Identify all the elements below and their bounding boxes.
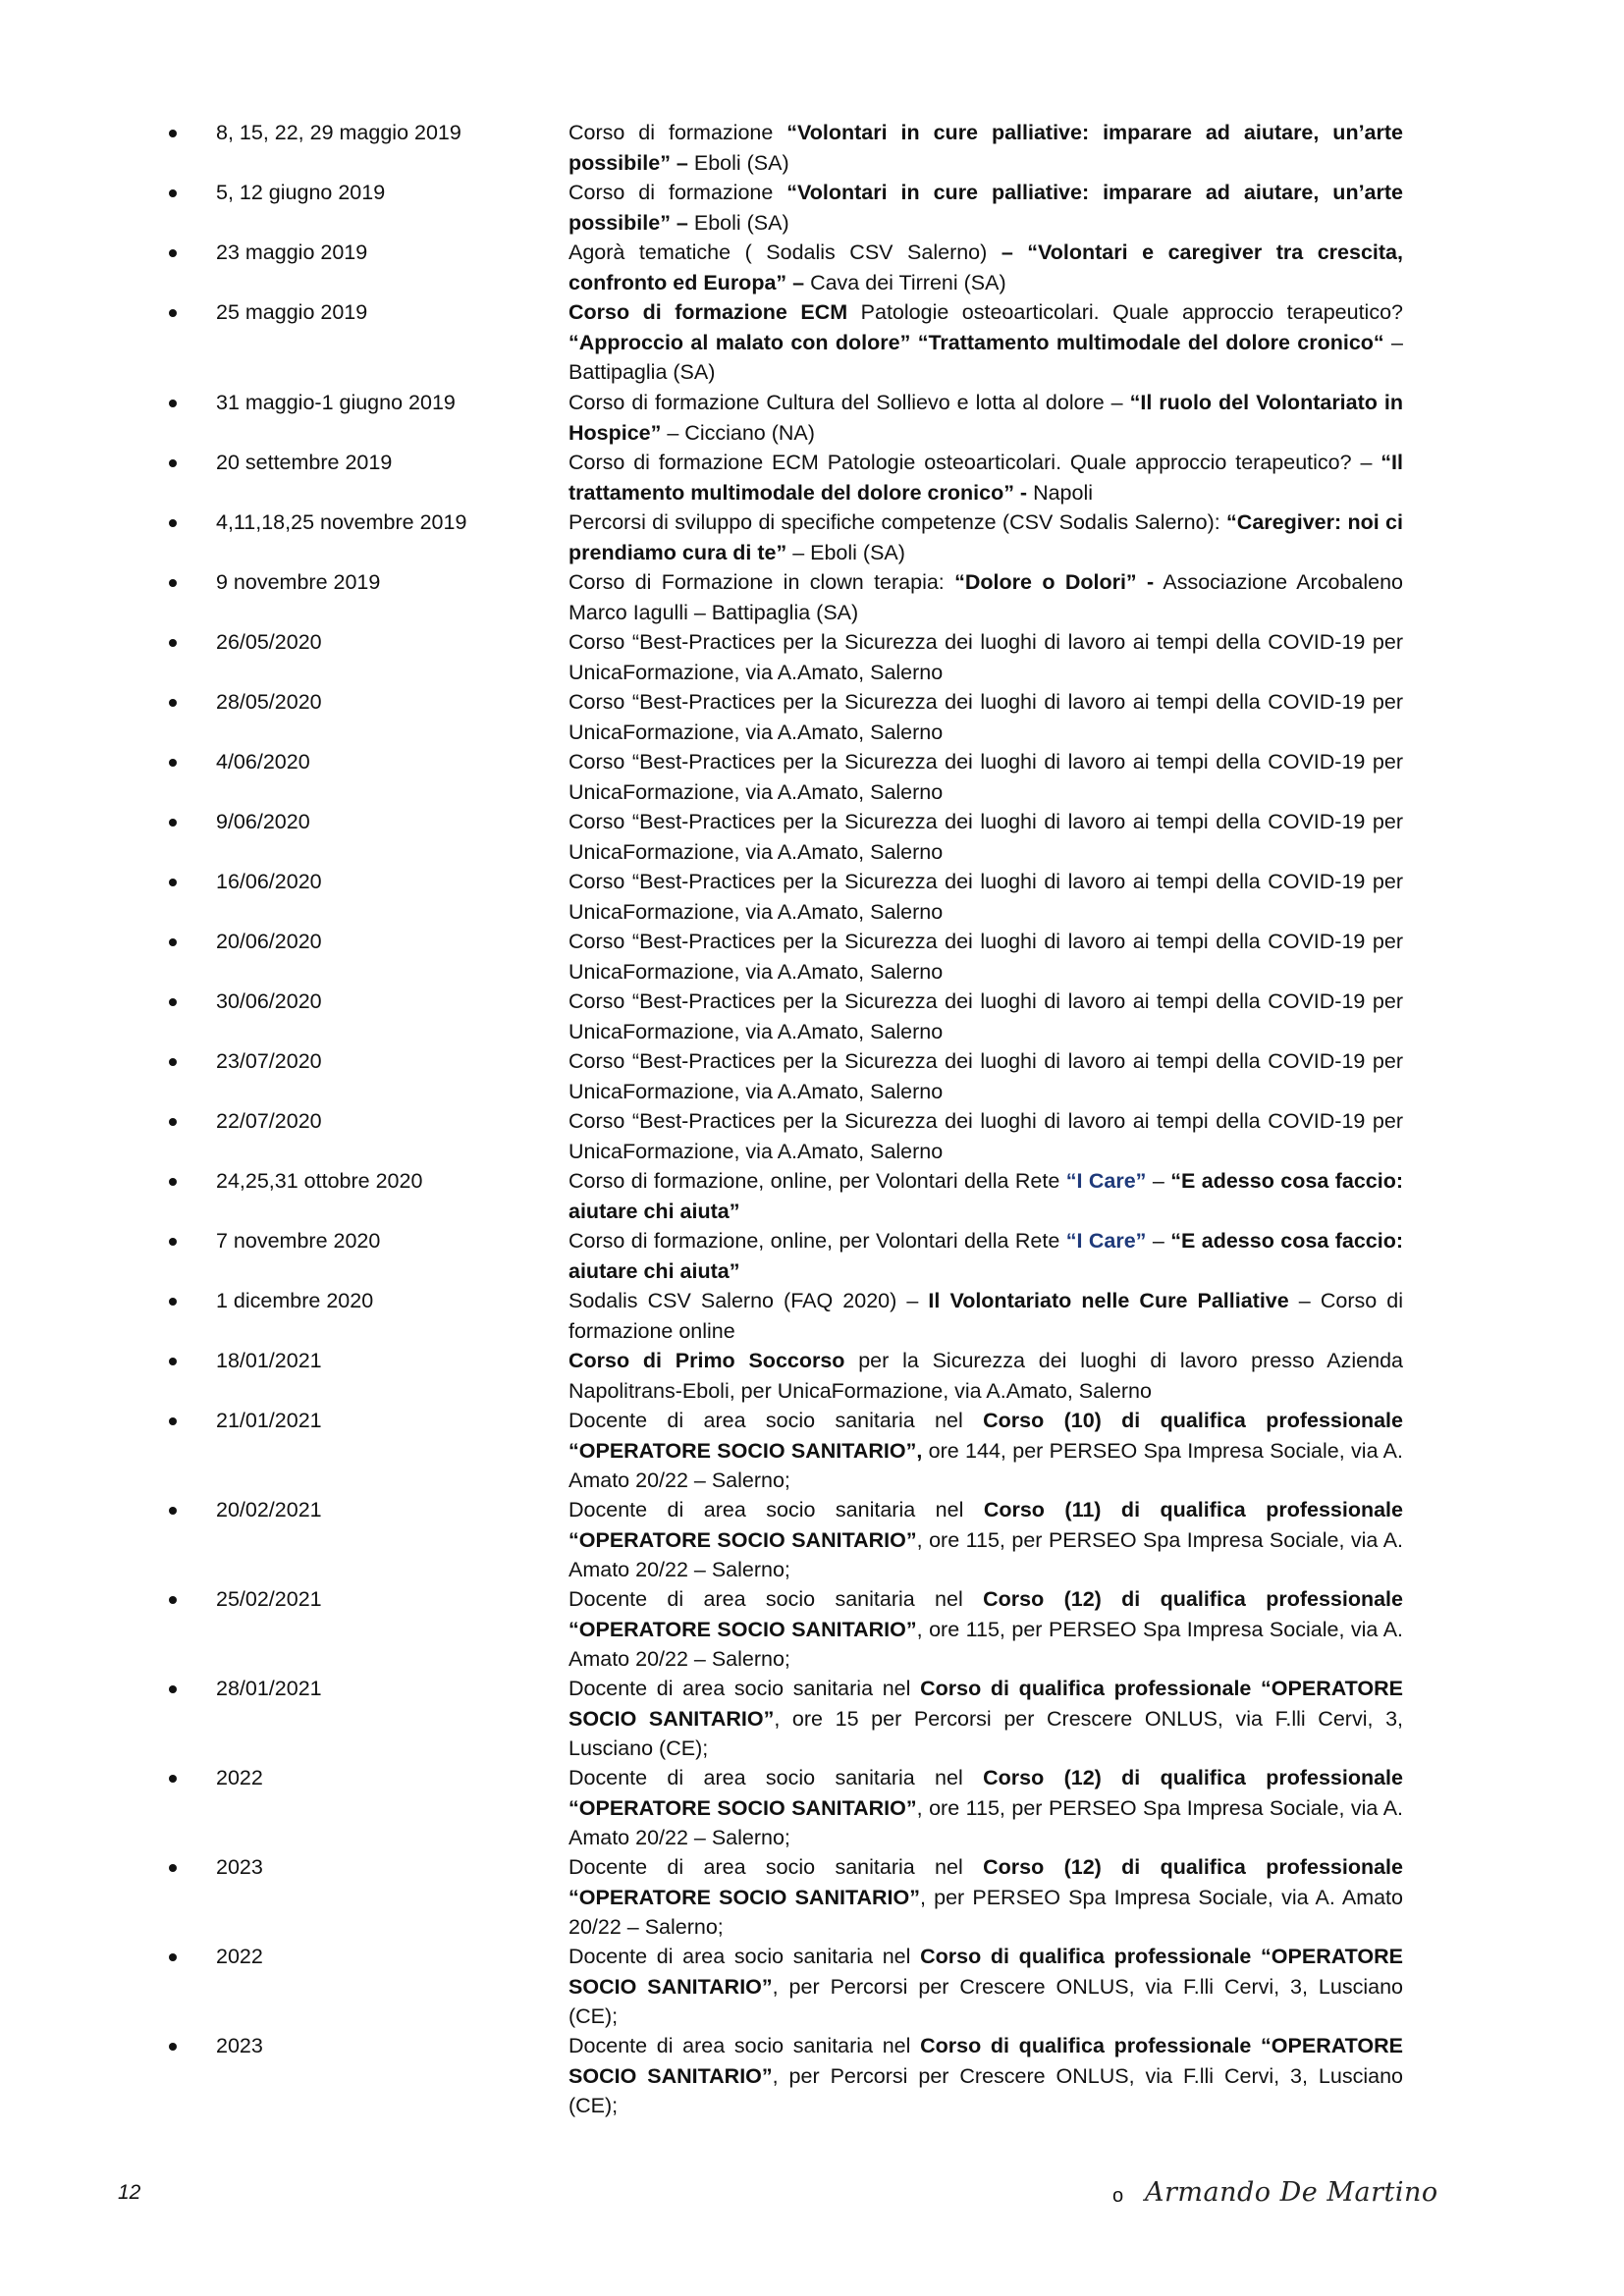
signature: Armando De Martino (1145, 2177, 1438, 2208)
entry-date: 2023 (216, 1855, 263, 1879)
description-text: Corso di formazione, online, per Volontari della Rete (568, 1169, 1066, 1193)
entry-description (568, 927, 1403, 987)
entry-date: 28/05/2020 (216, 690, 322, 714)
description-text: , per Percorsi per Crescere ONLUS, via F.lli Cervi, 3, Lusciano (CE); (568, 1974, 1403, 2028)
entry-date: 4/06/2020 (216, 750, 310, 774)
entry-date: 5, 12 giugno 2019 (216, 181, 386, 204)
entry-description (568, 1286, 1403, 1346)
bullet-icon (169, 759, 177, 767)
entry-date: 2022 (216, 1766, 263, 1789)
bullet-icon (169, 998, 177, 1006)
entry-description (568, 1346, 1403, 1406)
description-bold-text: “Approccio al malato con dolore” “Trattamento multimodale del dolore cronico“ (568, 330, 1384, 354)
description-bold-text: “Il ruolo del Volontariato in Hospice” (568, 391, 1403, 445)
description-text: Corso “Best-Practices per la Sicurezza dei luoghi di lavoro ai tempi della COVID-19 per UnicaFormazione, via A.Amato, Salerno (568, 989, 1403, 1043)
description-bold-text: Corso di formazione ECM (568, 300, 848, 324)
bullet-icon (169, 639, 177, 647)
entry-description (568, 867, 1403, 927)
description-text: Corso di formazione (568, 121, 787, 144)
description-text: Docente di area socio sanitaria nel (568, 2034, 921, 2057)
description-bold-text: Corso (11) di qualifica professionale “OPERATORE SOCIO SANITARIO” (568, 1498, 1403, 1552)
description-text: Eboli (SA) (687, 150, 789, 175)
entry-date: 26/05/2020 (216, 630, 322, 654)
description-text: Agorà tematiche ( Sodalis CSV Salerno) (568, 240, 1001, 264)
bullet-icon (169, 519, 177, 527)
bullet-icon (169, 879, 177, 886)
bullet-icon (169, 579, 177, 587)
bullet-icon (169, 1178, 177, 1186)
description-bold-text: Corso di qualifica professionale “OPERATORE SOCIO SANITARIO” (568, 2034, 1403, 2088)
entry-description (568, 178, 1403, 238)
entry-date: 25 maggio 2019 (216, 300, 368, 324)
description-bold-text: “Volontari in cure palliative: imparare ad aiutare, un’arte possibile” – (568, 121, 1403, 175)
entry-description (568, 1584, 1403, 1675)
description-text: , ore 115, per PERSEO Spa Impresa Sociale, via A. Amato 20/22 – Salerno; (568, 1617, 1404, 1671)
bullet-icon (169, 1298, 177, 1306)
entry-description (568, 507, 1403, 567)
bullet-icon (169, 309, 177, 317)
entry-description (568, 448, 1403, 507)
description-text: Percorsi di sviluppo di specifiche competenze (CSV Sodalis Salerno): (568, 510, 1227, 534)
description-text: Docente di area socio sanitaria nel (568, 1587, 984, 1611)
bullet-icon (169, 1118, 177, 1126)
entry-description (568, 1942, 1403, 2032)
entry-description (568, 1763, 1403, 1853)
description-text: Corso di formazione ECM Patologie osteoarticolari. Quale approccio terapeutico? – (568, 451, 1381, 474)
entry-description (568, 1046, 1403, 1106)
description-bold-text: Corso (12) di qualifica professionale “OPERATORE SOCIO SANITARIO” (568, 1766, 1403, 1820)
bullet-icon (169, 1864, 177, 1872)
entry-date: 31 maggio-1 giugno 2019 (216, 391, 456, 414)
entry-description (568, 987, 1403, 1046)
entry-date: 2022 (216, 1945, 263, 1968)
description-text: Docente di area socio sanitaria nel (568, 1409, 984, 1432)
page-number: 12 (118, 2181, 141, 2204)
entry-description (568, 1495, 1403, 1585)
entry-date: 16/06/2020 (216, 870, 322, 893)
entry-description (568, 1852, 1403, 1943)
description-text: Docente di area socio sanitaria nel (568, 1498, 984, 1522)
bullet-icon (169, 1058, 177, 1066)
entry-description (568, 1166, 1403, 1226)
entry-date: 28/01/2021 (216, 1677, 322, 1700)
description-bold-text: Corso di qualifica professionale “OPERATORE SOCIO SANITARIO” (568, 1945, 1403, 1999)
entry-description (568, 567, 1403, 627)
description-bold-text: “E adesso cosa faccio: aiutare chi aiuta” (568, 1229, 1404, 1283)
entry-description (568, 238, 1403, 297)
bullet-icon (169, 1685, 177, 1693)
bullet-icon (169, 1596, 177, 1604)
description-text: – Eboli (SA) (786, 540, 905, 564)
description-text: – Cicciano (NA) (661, 420, 815, 445)
description-text: ore 144, per PERSEO Spa Impresa Sociale, via A. Amato 20/22 – Salerno; (568, 1438, 1403, 1492)
entry-date: 20/06/2020 (216, 930, 322, 953)
entry-date: 30/06/2020 (216, 989, 322, 1013)
description-bold-text: Corso di qualifica professionale “OPERATORE SOCIO SANITARIO” (568, 1677, 1403, 1731)
description-text: Eboli (SA) (687, 210, 789, 235)
description-text: Docente di area socio sanitaria nel (568, 1677, 921, 1700)
entry-description (568, 807, 1403, 867)
description-text: Patologie osteoarticolari. Quale approccio terapeutico? (847, 300, 1403, 324)
bullet-icon (169, 1953, 177, 1961)
description-bold-text: “I Care” (1065, 1229, 1147, 1253)
description-text: Corso di formazione Cultura del Sollievo e lotta al dolore – (568, 391, 1130, 414)
bullet-icon (169, 130, 177, 137)
description-bold-text: “Il trattamento multimodale del dolore cronico” - (568, 451, 1403, 505)
entry-description (568, 388, 1403, 448)
description-text: , ore 115, per PERSEO Spa Impresa Sociale, via A. Amato 20/22 – Salerno; (568, 1527, 1404, 1581)
entry-date: 20 settembre 2019 (216, 451, 393, 474)
entry-description (568, 747, 1403, 807)
entry-description (568, 1674, 1403, 1764)
entry-date: 1 dicembre 2020 (216, 1289, 374, 1312)
description-text: Docente di area socio sanitaria nel (568, 1855, 984, 1879)
entry-description (568, 687, 1403, 747)
bullet-icon (169, 1238, 177, 1246)
bullet-icon (169, 938, 177, 946)
description-bold-text: Corso (12) di qualifica professionale “OPERATORE SOCIO SANITARIO” (568, 1855, 1403, 1909)
entry-description (568, 118, 1403, 178)
description-text: Corso “Best-Practices per la Sicurezza dei luoghi di lavoro ai tempi della COVID-19 per UnicaFormazione, via A.Amato, Salerno (568, 690, 1403, 744)
bullet-icon (169, 459, 177, 467)
entry-date: 18/01/2021 (216, 1349, 322, 1372)
bullet-icon (169, 249, 177, 257)
entry-date: 2023 (216, 2034, 263, 2057)
description-bold-text: Corso (12) di qualifica professionale “OPERATORE SOCIO SANITARIO” (568, 1587, 1403, 1641)
bullet-icon (169, 1775, 177, 1783)
description-text: Corso “Best-Practices per la Sicurezza dei luoghi di lavoro ai tempi della COVID-19 per UnicaFormazione, via A.Amato, Salerno (568, 750, 1403, 804)
entry-date: 25/02/2021 (216, 1587, 322, 1611)
entry-description (568, 1106, 1403, 1166)
description-text: Corso “Best-Practices per la Sicurezza dei luoghi di lavoro ai tempi della COVID-19 per UnicaFormazione, via A.Amato, Salerno (568, 810, 1403, 864)
entry-date: 9/06/2020 (216, 810, 310, 833)
description-text: Corso “Best-Practices per la Sicurezza dei luoghi di lavoro ai tempi della COVID-19 per UnicaFormazione, via A.Amato, Salerno (568, 630, 1403, 684)
description-bold-text: Il Volontariato nelle Cure Palliative (928, 1289, 1289, 1312)
description-bold-text: “Volontari in cure palliative: imparare ad aiutare, un’arte possibile” – (568, 181, 1403, 235)
bullet-icon (169, 699, 177, 707)
description-text: Corso “Best-Practices per la Sicurezza dei luoghi di lavoro ai tempi della COVID-19 per UnicaFormazione, via A.Amato, Salerno (568, 1049, 1403, 1103)
entry-description (568, 627, 1403, 687)
description-text: Sodalis CSV Salerno (FAQ 2020) – (568, 1289, 929, 1312)
description-text: Napoli (1027, 480, 1094, 505)
description-text: – (1146, 1169, 1171, 1193)
description-bold-text: “Caregiver: noi ci prendiamo cura di te” (568, 510, 1403, 564)
description-text: , per Percorsi per Crescere ONLUS, via F.lli Cervi, 3, Lusciano (CE); (568, 2063, 1403, 2117)
description-bold-text: “I Care” (1065, 1169, 1147, 1193)
entry-date: 24,25,31 ottobre 2020 (216, 1169, 423, 1193)
entry-date: 20/02/2021 (216, 1498, 322, 1522)
entry-date: 9 novembre 2019 (216, 570, 381, 594)
entry-date: 23/07/2020 (216, 1049, 322, 1073)
description-bold-text: “Dolore o Dolori” - (954, 570, 1155, 594)
description-text: Docente di area socio sanitaria nel (568, 1766, 984, 1789)
bullet-icon (169, 1417, 177, 1425)
entry-date: 7 novembre 2020 (216, 1229, 381, 1253)
bullet-icon (169, 819, 177, 827)
entry-description (568, 1226, 1403, 1286)
description-text: , ore 115, per PERSEO Spa Impresa Sociale, via A. Amato 20/22 – Salerno; (568, 1795, 1404, 1849)
entry-date: 22/07/2020 (216, 1109, 322, 1133)
bullet-icon (169, 189, 177, 197)
description-bold-text: Corso di Primo Soccorso (568, 1349, 845, 1372)
description-text: Corso di formazione, online, per Volontari della Rete (568, 1229, 1066, 1253)
bullet-icon (169, 1507, 177, 1515)
description-text: Corso “Best-Practices per la Sicurezza dei luoghi di lavoro ai tempi della COVID-19 per UnicaFormazione, via A.Amato, Salerno (568, 1109, 1403, 1163)
entry-description (568, 297, 1403, 388)
entry-date: 23 maggio 2019 (216, 240, 368, 264)
bullet-icon (169, 1358, 177, 1365)
description-text: , ore 15 per Percorsi per Crescere ONLUS, via F.lli Cervi, 3, Lusciano (CE); (568, 1706, 1404, 1760)
description-text: Docente di area socio sanitaria nel (568, 1945, 921, 1968)
description-text: Corso “Best-Practices per la Sicurezza dei luoghi di lavoro ai tempi della COVID-19 per UnicaFormazione, via A.Amato, Salerno (568, 870, 1403, 924)
bullet-icon (169, 400, 177, 407)
entry-description (568, 1406, 1403, 1496)
footer-bullet-mark: o (1112, 2185, 1124, 2207)
description-text: Corso di formazione (568, 181, 787, 204)
description-text: – Corso di formazione online (568, 1289, 1403, 1343)
description-text: – Battipaglia (SA) (568, 330, 1403, 384)
description-text: – (1146, 1229, 1171, 1253)
description-text: Associazione Arcobaleno Marco Iagulli – Battipaglia (SA) (568, 570, 1403, 624)
entry-date: 8, 15, 22, 29 maggio 2019 (216, 121, 461, 144)
description-text: , per PERSEO Spa Impresa Sociale, via A. Amato 20/22 – Salerno; (568, 1885, 1403, 1939)
description-text: per la Sicurezza dei luoghi di lavoro presso Azienda Napolitrans-Eboli, per UnicaFormazione, via A.Amato, Salerno (568, 1349, 1403, 1403)
description-bold-text: Corso (10) di qualifica professionale “OPERATORE SOCIO SANITARIO”, (568, 1409, 1403, 1463)
entry-date: 21/01/2021 (216, 1409, 322, 1432)
bullet-icon (169, 2043, 177, 2051)
entry-description (568, 2031, 1403, 2121)
entry-date: 4,11,18,25 novembre 2019 (216, 510, 467, 534)
description-bold-text: “E adesso cosa faccio: aiutare chi aiuta” (568, 1169, 1404, 1223)
description-text: Corso di Formazione in clown terapia: (568, 570, 955, 594)
description-text: Corso “Best-Practices per la Sicurezza dei luoghi di lavoro ai tempi della COVID-19 per UnicaFormazione, via A.Amato, Salerno (568, 930, 1403, 984)
description-bold-text: – “Volontari e caregiver tra crescita, confronto ed Europa” – (568, 240, 1403, 294)
description-text: Cava dei Tirreni (SA) (804, 270, 1006, 294)
